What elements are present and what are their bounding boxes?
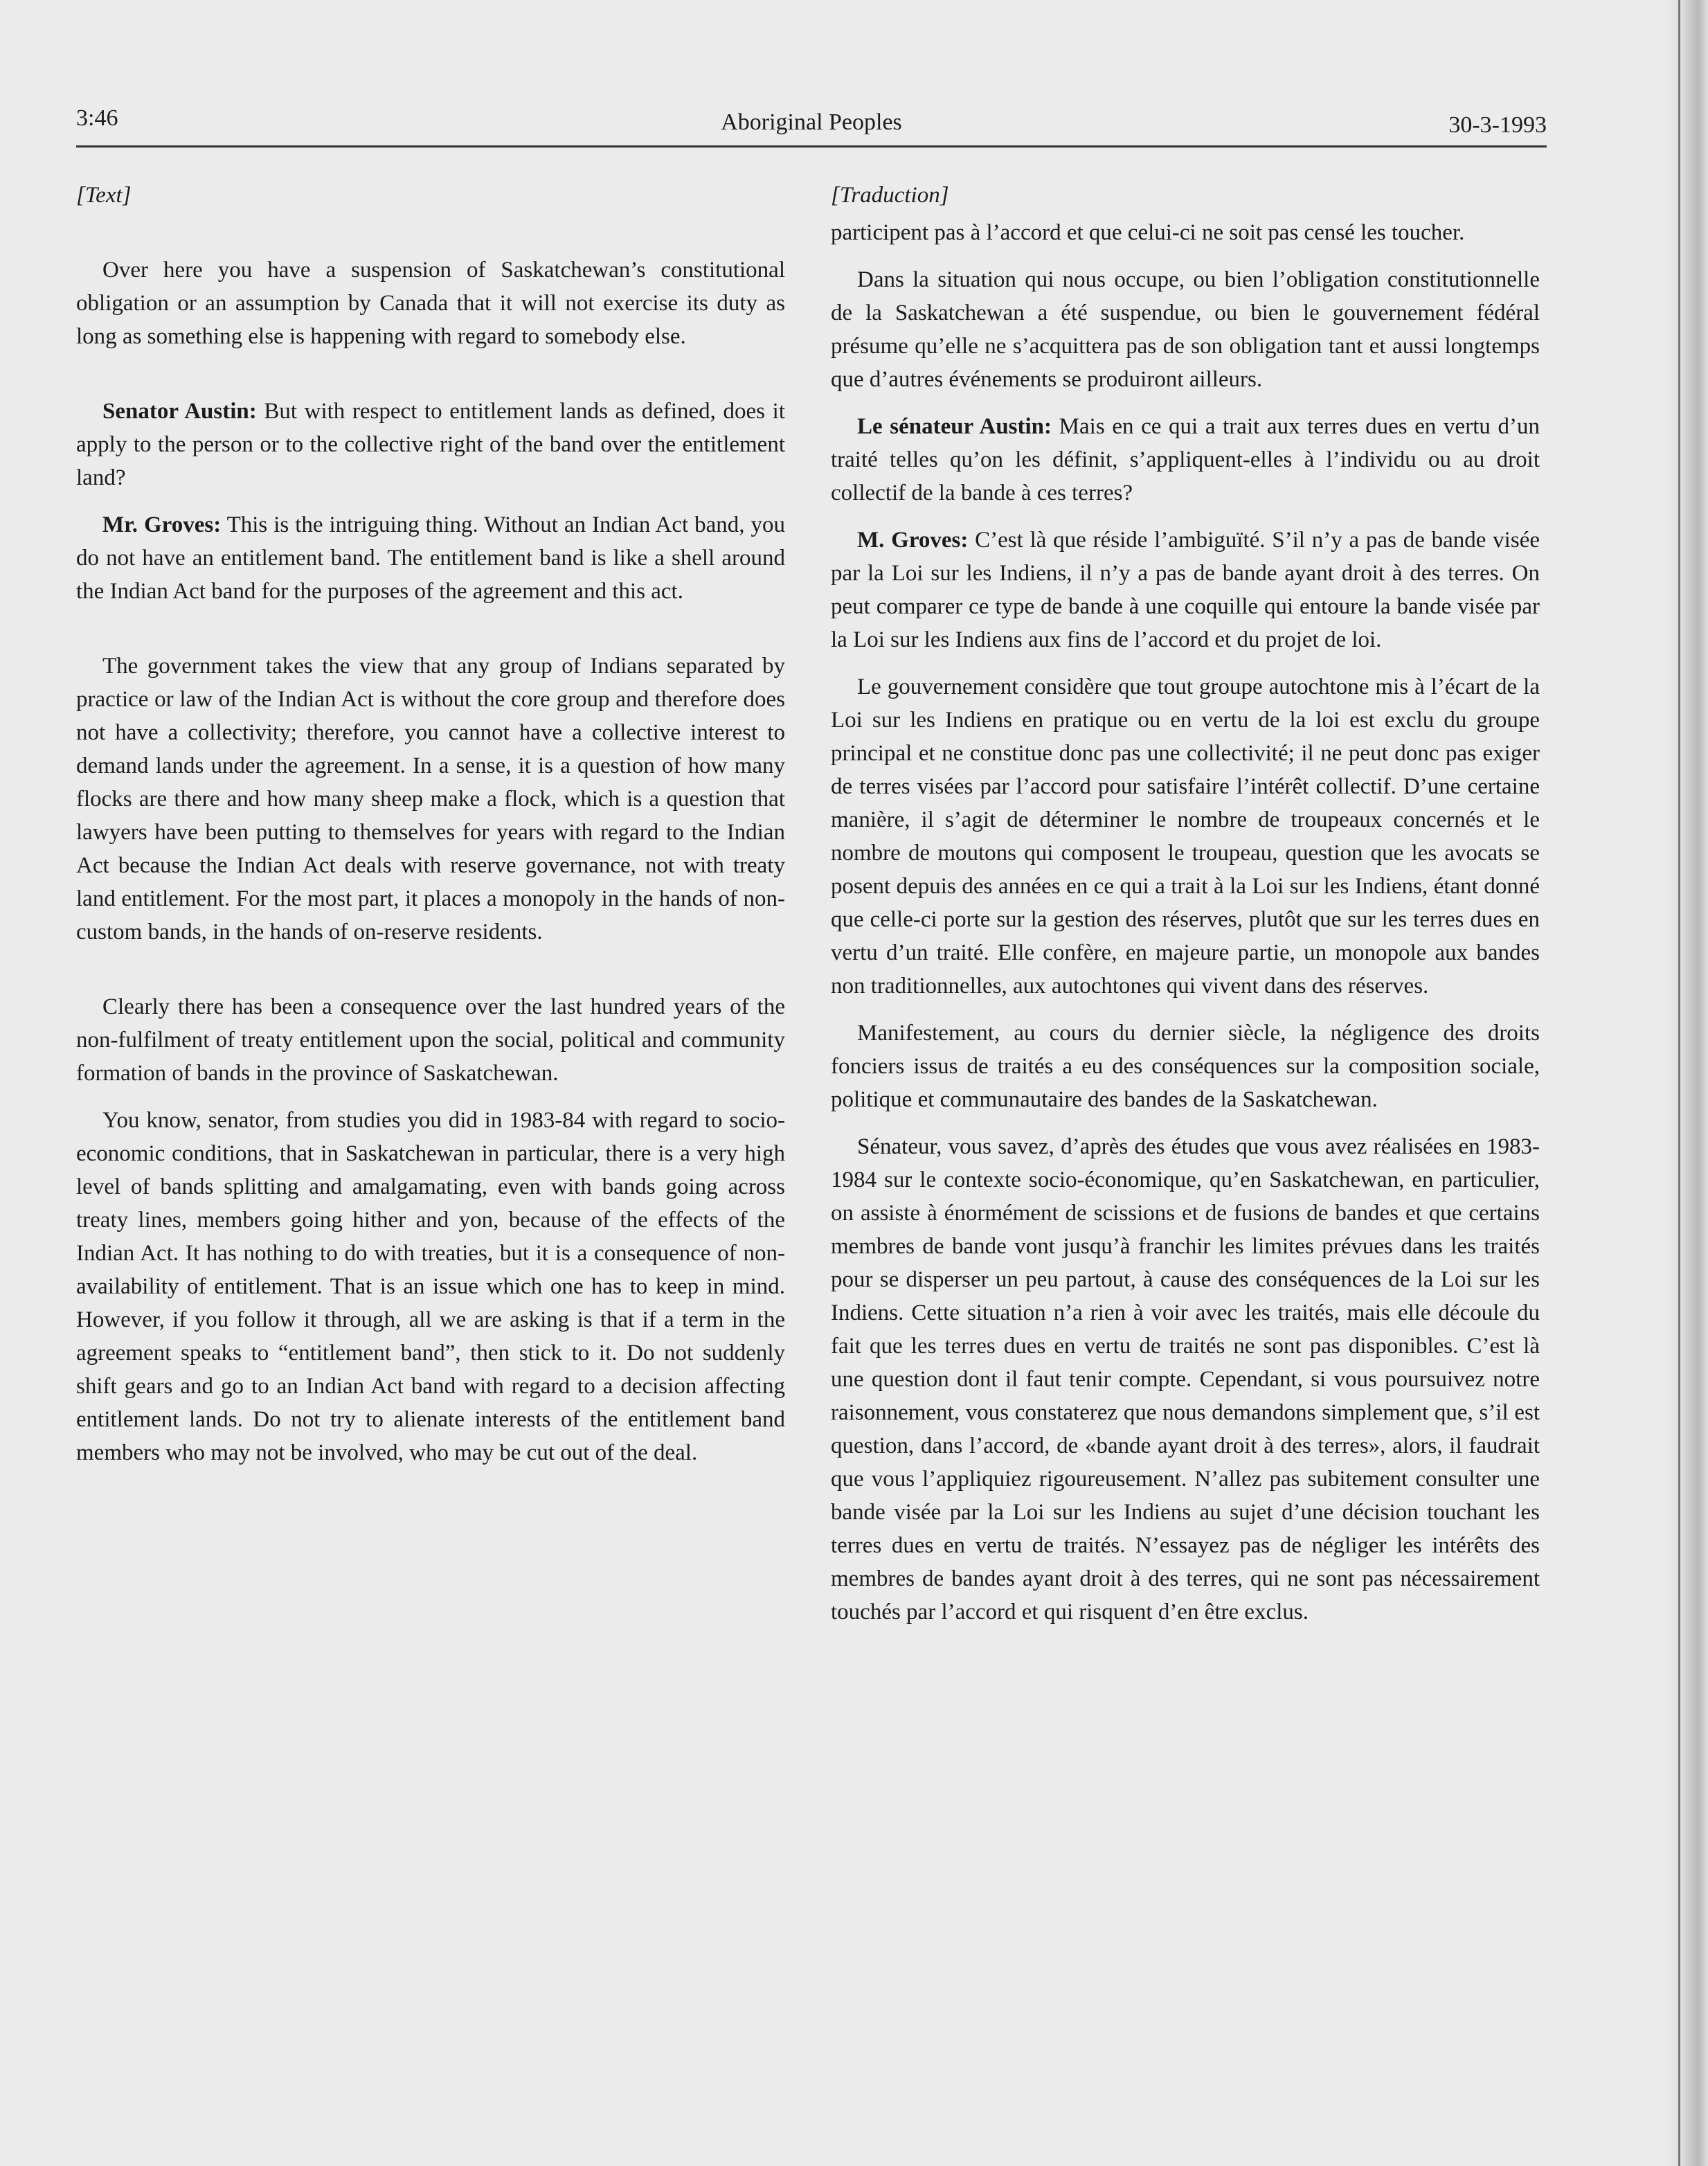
paragraph bbox=[831, 263, 1540, 396]
paragraph bbox=[831, 1130, 1540, 1629]
speaker-name: M. Groves: bbox=[857, 528, 969, 553]
paragraph bbox=[76, 508, 785, 608]
issue-date: 30-3-1993 bbox=[1448, 112, 1547, 138]
page-number: 3:46 bbox=[76, 105, 118, 131]
paragraph-text: Over here you have a suspension of Saskatchewan’s constitutional obligation or an assumption by Canada that it will not exercise its duty as long as something else is happening with regard to somebody else. bbox=[76, 258, 785, 349]
binding-shadow bbox=[1664, 0, 1708, 2166]
paragraph bbox=[76, 395, 785, 494]
running-header bbox=[76, 104, 1547, 147]
paragraph-text: Clearly there has been a consequence over the last hundred years of the non-fulfilment of treaty entitlement upon the social, political and community formation of bands in the province of Saskatchewan. bbox=[76, 994, 785, 1086]
speaker-name: Mr. Groves: bbox=[102, 512, 222, 537]
paragraph bbox=[831, 410, 1540, 510]
paragraph bbox=[831, 670, 1540, 1003]
paragraph-text: Sénateur, vous savez, d’après des études que vous avez réalisées en 1983-1984 sur le contexte socio-économique, qu’en Saskatchewan, en particulier, on assiste à énormément de scissions et de fusions de bandes et que certains membres de bande vont jusqu’à franchir les limites prévues dans les traités pour se disperser un peu partout, à cause des conséquences de la Loi sur les Indiens. Cette situation n’a rien à voir avec les traités, mais elle découle du fait que les terres dues en vertu de traités ne sont pas disponibles. C’est là une question dont il faut tenir compte. Cependant, si vous poursuivez notre raisonnement, vous constaterez que nous demandons simplement que, s’il est question, dans l’accord, de «bande ayant droit à des terres», alors, il faudrait que vous l’appliquiez rigoureusement. N’allez pas subitement consulter une bande visée par la Loi sur les Indiens au sujet d’une décision touchant les terres dues en vertu de traités. N’essayez pas de négliger les intérêts des membres de bandes ayant droit à des terres, qui ne sont pas nécessairement touchés par l’accord et qui risquent d’en être exclus. bbox=[831, 1134, 1540, 1624]
paragraph-text: Dans la situation qui nous occupe, ou bien l’obligation constitutionnelle de la Saskatchewan a été suspendue, ou bien le gouvernement fédéral présume qu’elle ne s’acquittera pas de son obligation tant et aussi longtemps que d’autres événements se produiront ailleurs. bbox=[831, 267, 1540, 392]
paragraph bbox=[831, 1017, 1540, 1116]
paragraph bbox=[831, 216, 1540, 249]
paragraph bbox=[76, 650, 785, 949]
paragraph-text: You know, senator, from studies you did in 1983-84 with regard to socio-economic conditions, that in Saskatchewan in particular, there is a very high level of bands splitting and amalgamating, even with bands going across treaty lines, members going hither and yon, because of the effects of the Indian Act. It has nothing to do with treaties, but it is a consequence of non-availability of entitlement. That is an issue which one has to keep in mind. However, if you follow it through, all we are asking is that if a term in the agreement speaks to “entitlement band”, then stick to it. Do not suddenly shift gears and go to an Indian Act band with regard to a decision affecting entitlement lands. Do not try to alienate interests of the entitlement band members who may not be involved, who may be cut out of the deal. bbox=[76, 1108, 785, 1465]
paragraph bbox=[831, 523, 1540, 656]
binding-line bbox=[1678, 0, 1680, 2166]
paragraph-text: Mais en ce qui a trait aux terres dues en vertu d’un traité telles qu’on les définit, s’appliquent-elles à l’individu ou au droit collectif de la bande à ces terres? bbox=[831, 414, 1540, 505]
paragraph bbox=[76, 990, 785, 1090]
publication-title: Aboriginal Peoples bbox=[721, 109, 902, 135]
paragraph-text: C’est là que réside l’ambiguïté. S’il n’y a pas de bande visée par la Loi sur les Indiens, il n’y a pas de bande ayant droit à des terres. On peut comparer ce type de bande à une coquille qui entoure la bande visée par la Loi sur les Indiens aux fins de l’accord et du projet de loi. bbox=[831, 528, 1540, 652]
english-column bbox=[76, 179, 785, 1483]
paragraph-text: This is the intriguing thing. Without an Indian Act band, you do not have an entitlement band. The entitlement band is like a shell around the Indian Act band for the purposes of the agreement and this act. bbox=[76, 512, 786, 604]
paragraph-text: The government takes the view that any group of Indians separated by practice or law of the Indian Act is without the core group and therefore does not have a collectivity; therefore, you cannot have a collective interest to demand lands under the agreement. In a sense, it is a question of how many flocks are there and how many sheep make a flock, which is a question that lawyers have been putting to themselves for years with regard to the Indian Act because the Indian Act deals with reserve governance, not with treaty land entitlement. For the most part, it places a monopoly in the hands of non-custom bands, in the hands of on-reserve residents. bbox=[76, 654, 785, 945]
speaker-name: Senator Austin: bbox=[102, 399, 257, 424]
french-column bbox=[831, 179, 1540, 1643]
paragraph bbox=[76, 1104, 785, 1469]
column-label: [Traduction] bbox=[831, 183, 949, 208]
speaker-name: Le sénateur Austin: bbox=[857, 414, 1052, 439]
paragraph-text: But with respect to entitlement lands as defined, does it apply to the person or to the collective right of the band over the entitlement land? bbox=[76, 399, 785, 490]
paragraph-text: participent pas à l’accord et que celui-ci ne soit pas censé les toucher. bbox=[831, 220, 1465, 245]
paragraph-text: Manifestement, au cours du dernier siècle, la négligence des droits fonciers issus de traités a eu des conséquences sur la composition sociale, politique et communautaire des bandes de la Saskatchewan. bbox=[831, 1021, 1540, 1112]
paragraph-text: Le gouvernement considère que tout groupe autochtone mis à l’écart de la Loi sur les Indiens en pratique ou en vertu de la loi est exclu du groupe principal et ne constitue donc pas une collectivité; il ne peut donc pas exiger de terres visées par l’accord pour satisfaire l’intérêt collectif. D’une certaine manière, il s’agit de déterminer le nombre de troupeaux concernés et le nombre de moutons qui composent le troupeau, question que les avocats se posent depuis des années en ce qui a trait à la Loi sur les Indiens, étant donné que celle-ci porte sur la gestion des réserves, plutôt que sur les terres dues en vertu d’un traité. Elle confère, en majeure partie, un monopole aux bandes non traditionnelles, aux autochtones qui vivent dans des réserves. bbox=[831, 674, 1540, 999]
column-label: [Text] bbox=[76, 183, 132, 208]
paragraph bbox=[76, 253, 785, 353]
